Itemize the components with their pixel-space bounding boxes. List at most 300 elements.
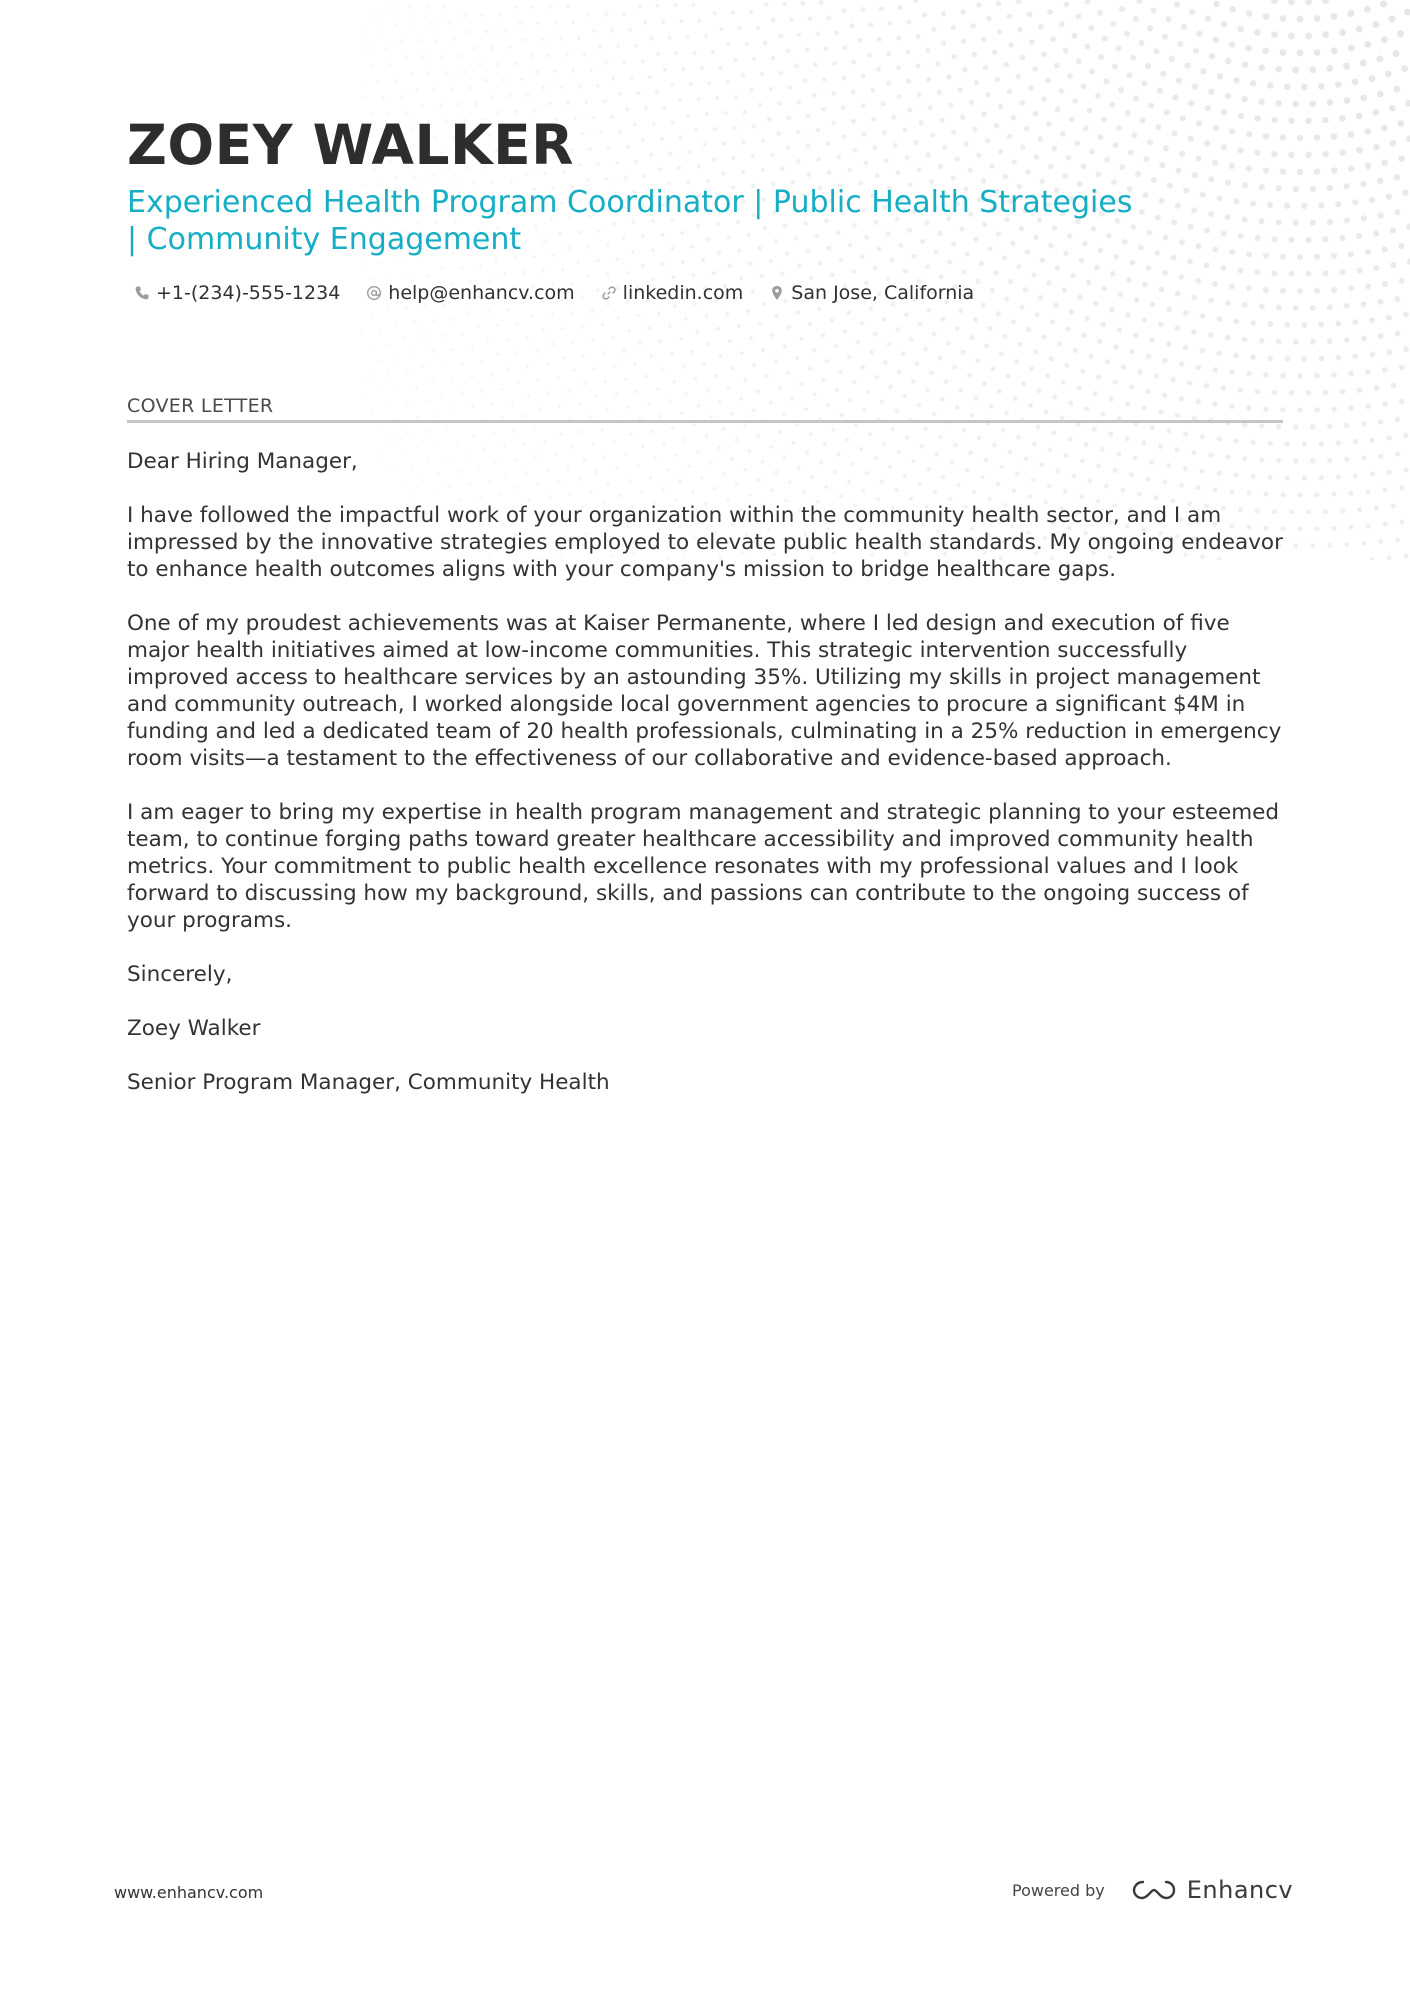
- pattern-dot: [858, 38, 863, 43]
- pattern-dot: [893, 143, 898, 148]
- pattern-dot: [787, 86, 792, 91]
- pattern-dot: [461, 362, 464, 365]
- pattern-dot: [1102, 286, 1107, 291]
- pattern-dot: [841, 8, 846, 13]
- pattern-dot: [916, 63, 921, 68]
- pattern-dot: [1041, 51, 1047, 57]
- pattern-dot: [1242, 96, 1248, 102]
- contact-location: [769, 282, 974, 304]
- pattern-dot: [1229, 41, 1235, 47]
- pattern-dot: [1118, 292, 1123, 297]
- pattern-dot: [1089, 149, 1095, 155]
- pattern-dot: [871, 117, 876, 122]
- pattern-dot: [435, 414, 438, 417]
- pattern-dot: [671, 275, 675, 279]
- pattern-dot: [624, 176, 628, 180]
- pattern-dot: [1101, 322, 1106, 327]
- pattern-dot: [946, 341, 951, 346]
- pattern-dot: [457, 103, 460, 106]
- pattern-dot: [1101, 117, 1107, 123]
- pattern-dot: [682, 365, 686, 369]
- pattern-dot: [456, 441, 459, 444]
- pattern-dot: [1246, 285, 1252, 291]
- pattern-dot: [655, 90, 659, 94]
- pattern-dot: [813, 62, 818, 67]
- pattern-dot: [692, 423, 696, 427]
- pattern-dot: [1382, 367, 1388, 373]
- pattern-dot: [913, 0, 918, 3]
- pattern-dot: [1356, 233, 1362, 239]
- pattern-dot: [1314, 49, 1321, 56]
- pattern-dot: [1361, 215, 1367, 221]
- pattern-dot: [1166, 428, 1171, 433]
- pattern-dot: [1403, 346, 1409, 352]
- pattern-dot: [581, 325, 584, 328]
- pattern-dot: [1098, 134, 1104, 140]
- pattern-dot: [962, 67, 967, 72]
- pattern-dot: [554, 21, 558, 25]
- pattern-dot: [1191, 329, 1197, 335]
- pattern-dot: [1159, 287, 1165, 293]
- pattern-dot: [896, 170, 901, 175]
- pattern-dot: [1006, 14, 1012, 20]
- pattern-dot: [1003, 174, 1008, 179]
- pattern-dot: [1301, 203, 1307, 209]
- pattern-dot: [990, 366, 995, 371]
- pattern-dot: [1360, 94, 1367, 101]
- pattern-dot: [831, 91, 836, 96]
- pattern-dot: [887, 342, 892, 347]
- pattern-dot: [1179, 396, 1184, 401]
- pattern-dot: [377, 80, 380, 83]
- pattern-dot: [394, 80, 397, 83]
- pattern-dot: [647, 327, 651, 331]
- pattern-dot: [851, 119, 856, 124]
- pattern-dot: [360, 80, 362, 83]
- pattern-dot: [1145, 389, 1150, 394]
- pattern-dot: [1117, 327, 1122, 332]
- letter-paragraph: One of my proudest achievements was at Kaiser Permanente, where I led design and execution of five major health initiatives aimed at low-income communities. This strategic intervention successfully improved access to healthcare services by an astounding 35%. Utilizing my skills in project management and community outreach, I worked alongside local government agencies to procure a significant $4M in funding and led a dedicated team of 20 health professionals, culminating in a 25% reduction in emergency room visits—a testament to the effectiveness of our collaborative and evidence-based approach.: [127, 611, 1282, 771]
- pattern-dot: [1373, 265, 1379, 271]
- pattern-dot: [869, 350, 874, 355]
- pattern-dot: [1391, 503, 1396, 508]
- pattern-dot: [897, 370, 902, 375]
- pattern-dot: [1221, 144, 1227, 150]
- pattern-dot: [917, 167, 922, 172]
- pattern-dot: [705, 435, 709, 439]
- pattern-dot: [994, 123, 999, 128]
- pattern-dot: [648, 75, 652, 79]
- pattern-dot: [1394, 296, 1400, 302]
- pattern-dot: [491, 46, 494, 49]
- pattern-dot: [915, 361, 920, 366]
- pattern-dot: [1167, 306, 1173, 312]
- pattern-dot: [1314, 492, 1319, 497]
- pattern-dot: [812, 93, 817, 98]
- pattern-dot: [416, 416, 419, 419]
- pattern-dot: [406, 431, 409, 434]
- pattern-dot: [584, 100, 588, 104]
- pattern-dot: [771, 18, 776, 23]
- pattern-dot: [851, 60, 856, 65]
- pattern-dot: [1179, 361, 1184, 366]
- pattern-dot: [1366, 523, 1371, 528]
- pattern-dot: [1242, 182, 1248, 188]
- pattern-dot: [1348, 405, 1353, 410]
- pattern-dot: [1045, 373, 1050, 378]
- pattern-dot: [416, 387, 419, 390]
- pattern-dot: [826, 403, 830, 407]
- pattern-dot: [826, 15, 831, 20]
- pattern-dot: [586, 275, 590, 279]
- pattern-dot: [974, 80, 979, 85]
- pattern-dot: [1336, 440, 1341, 445]
- pattern-dot: [967, 373, 972, 378]
- pattern-dot: [886, 51, 891, 56]
- pattern-dot: [1064, 363, 1069, 368]
- pattern-dot: [1310, 305, 1316, 311]
- pattern-dot: [1322, 0, 1329, 4]
- pattern-dot: [492, 432, 495, 435]
- pattern-dot: [862, 132, 867, 137]
- pattern-dot: [870, 88, 875, 93]
- pattern-dot: [819, 0, 824, 5]
- pattern-dot: [1221, 21, 1227, 27]
- pattern-dot: [426, 430, 429, 433]
- pattern-dot: [599, 131, 603, 135]
- pattern-dot: [952, 365, 957, 370]
- pattern-dot: [856, 340, 860, 344]
- pattern-dot: [1183, 188, 1189, 194]
- pattern-dot: [746, 309, 750, 313]
- pattern-dot: [821, 333, 825, 337]
- pattern-dot: [369, 345, 372, 348]
- pattern-dot: [874, 375, 878, 379]
- pattern-dot: [1280, 373, 1286, 379]
- pattern-dot: [1349, 525, 1354, 530]
- pattern-dot: [1238, 267, 1244, 273]
- pattern-dot: [987, 326, 992, 331]
- pattern-dot: [1050, 320, 1055, 325]
- pattern-dot: [989, 404, 994, 409]
- pattern-dot: [1280, 407, 1285, 412]
- pattern-dot: [1128, 149, 1134, 155]
- pattern-dot: [481, 390, 484, 393]
- pattern-dot: [1158, 409, 1163, 414]
- pattern-dot: [756, 434, 760, 438]
- pattern-dot: [854, 423, 858, 427]
- pattern-dot: [787, 325, 791, 329]
- pattern-dot: [1133, 333, 1138, 338]
- pattern-dot: [1192, 83, 1198, 89]
- pattern-dot: [1109, 396, 1114, 401]
- pattern-dot: [674, 51, 678, 55]
- pattern-dot: [546, 363, 549, 366]
- pattern-dot: [1027, 12, 1033, 18]
- phone-number[interactable]: +1-(234)-555-1234: [156, 282, 341, 304]
- pattern-dot: [603, 380, 606, 383]
- pattern-dot: [668, 324, 672, 328]
- pattern-dot: [408, 6, 411, 9]
- pattern-dot: [396, 388, 399, 391]
- pattern-dot: [1204, 105, 1210, 111]
- pattern-dot: [1364, 6, 1371, 13]
- pattern-dot: [1175, 291, 1181, 297]
- pattern-dot: [940, 317, 945, 322]
- pattern-dot: [1134, 297, 1140, 303]
- pattern-dot: [1084, 44, 1090, 50]
- pattern-dot: [951, 175, 956, 180]
- pattern-dot: [1322, 31, 1329, 38]
- pattern-dot: [618, 130, 622, 134]
- pattern-dot: [1238, 387, 1243, 392]
- pattern-dot: [679, 19, 683, 23]
- pattern-dot: [417, 260, 420, 263]
- pattern-dot: [561, 327, 564, 330]
- pattern-dot: [774, 359, 778, 363]
- pattern-dot: [1322, 151, 1328, 157]
- letter-signature: Zoey Walker: [127, 1016, 261, 1041]
- pattern-dot: [973, 317, 978, 322]
- pattern-dot: [1200, 348, 1206, 354]
- pattern-dot: [1159, 198, 1165, 204]
- pattern-dot: [731, 156, 735, 160]
- pattern-dot: [1275, 100, 1282, 107]
- pattern-dot: [1284, 356, 1290, 362]
- pattern-dot: [565, 53, 569, 57]
- pattern-dot: [1137, 369, 1142, 374]
- pattern-dot: [905, 435, 909, 439]
- pattern-dot: [1395, 451, 1400, 456]
- pattern-dot: [822, 77, 827, 82]
- pattern-dot: [1059, 88, 1065, 94]
- pattern-dot: [522, 271, 525, 274]
- pattern-dot: [1246, 251, 1252, 257]
- pattern-dot: [907, 107, 912, 112]
- pattern-dot: [1327, 338, 1333, 344]
- enhancv-logo[interactable]: [1131, 1876, 1293, 1904]
- pattern-dot: [606, 408, 609, 411]
- pattern-dot: [1327, 424, 1332, 429]
- pattern-dot: [1268, 441, 1273, 446]
- pattern-dot: [719, 354, 723, 358]
- pattern-dot: [513, 5, 516, 8]
- pattern-dot: [616, 44, 620, 48]
- pattern-dot: [571, 340, 574, 343]
- pattern-dot: [1209, 53, 1215, 59]
- pattern-dot: [413, 321, 416, 324]
- pattern-dot: [986, 92, 991, 97]
- pattern-dot: [572, 21, 576, 25]
- pattern-dot: [1310, 543, 1315, 548]
- pattern-dot: [1378, 539, 1383, 544]
- pattern-dot: [777, 101, 782, 106]
- pattern-dot: [1180, 115, 1186, 121]
- pattern-dot: [1233, 198, 1239, 204]
- pattern-dot: [477, 325, 480, 328]
- pattern-dot: [821, 107, 826, 112]
- pattern-dot: [1250, 354, 1256, 360]
- pattern-dot: [627, 329, 631, 333]
- pattern-dot: [1150, 425, 1155, 430]
- pattern-dot: [1221, 231, 1227, 237]
- pattern-dot: [1163, 235, 1169, 241]
- pattern-dot: [1242, 61, 1248, 67]
- pattern-dot: [422, 365, 425, 368]
- pattern-dot: [995, 77, 1000, 82]
- pattern-dot: [1340, 389, 1346, 395]
- pattern-dot: [677, 166, 681, 170]
- pattern-dot: [955, 405, 960, 410]
- pattern-dot: [424, 305, 427, 308]
- pattern-dot: [726, 80, 730, 84]
- pattern-dot: [1166, 341, 1171, 346]
- pattern-dot: [839, 258, 844, 263]
- pattern-dot: [1288, 0, 1295, 5]
- pattern-dot: [923, 426, 928, 431]
- letter-body: [127, 448, 1287, 1123]
- pattern-dot: [1045, 77, 1051, 83]
- pattern-dot: [636, 91, 640, 95]
- pattern-dot: [1148, 103, 1154, 109]
- pattern-dot: [818, 261, 823, 266]
- pattern-dot: [1298, 527, 1303, 532]
- pattern-dot: [1297, 492, 1302, 497]
- pattern-dot: [1183, 310, 1189, 316]
- pattern-dot: [1104, 157, 1110, 163]
- pattern-dot: [1225, 180, 1231, 186]
- pattern-dot: [1159, 162, 1165, 168]
- pattern-dot: [1267, 321, 1273, 327]
- pattern-dot: [1221, 386, 1226, 391]
- pattern-dot: [641, 138, 645, 142]
- pattern-dot: [1046, 280, 1051, 285]
- pattern-dot: [1131, 132, 1137, 138]
- pattern-dot: [1357, 387, 1363, 393]
- pattern-dot: [799, 382, 803, 386]
- pattern-dot: [1380, 0, 1387, 7]
- pattern-dot: [1183, 345, 1188, 350]
- pattern-dot: [709, 416, 713, 420]
- pattern-dot: [718, 65, 722, 69]
- pattern-dot: [1293, 458, 1298, 463]
- pattern-dot: [1276, 339, 1282, 345]
- pattern-dot: [932, 332, 937, 337]
- pattern-dot: [803, 78, 808, 83]
- pattern-dot: [1216, 351, 1222, 357]
- pattern-dot: [957, 87, 962, 92]
- pattern-dot: [975, 279, 980, 284]
- pattern-dot: [693, 51, 697, 55]
- pattern-dot: [1280, 168, 1286, 174]
- pattern-dot: [891, 115, 896, 120]
- pattern-dot: [655, 4, 659, 8]
- pattern-dot: [843, 329, 847, 333]
- pattern-dot: [641, 60, 645, 64]
- pattern-dot: [1314, 15, 1321, 22]
- pattern-dot: [1403, 433, 1408, 438]
- pattern-dot: [926, 388, 931, 393]
- pattern-dot: [1378, 333, 1384, 339]
- pattern-dot: [996, 0, 1001, 5]
- pattern-dot: [1187, 380, 1192, 385]
- pattern-dot: [1399, 278, 1405, 284]
- pattern-dot: [718, 400, 722, 404]
- pattern-dot: [961, 350, 966, 355]
- pattern-dot: [1119, 164, 1125, 170]
- pattern-dot: [1365, 163, 1371, 169]
- pattern-dot: [763, 41, 768, 46]
- pattern-dot: [1258, 98, 1264, 104]
- pattern-dot: [691, 3, 695, 7]
- pattern-dot: [976, 2, 981, 7]
- pattern-dot: [1318, 356, 1324, 362]
- pattern-dot: [852, 148, 857, 153]
- pattern-dot: [1381, 125, 1388, 132]
- pattern-dot: [1259, 423, 1264, 428]
- pattern-dot: [989, 164, 994, 169]
- pattern-dot: [578, 402, 581, 405]
- pattern-dot: [480, 360, 483, 363]
- pattern-dot: [715, 96, 719, 100]
- pattern-dot: [1208, 176, 1214, 182]
- pattern-dot: [796, 159, 801, 164]
- pattern-dot: [431, 379, 434, 382]
- pattern-dot: [1041, 96, 1047, 102]
- linkedin-link[interactable]: linkedin.com: [622, 282, 744, 304]
- pattern-dot: [925, 264, 930, 269]
- pattern-dot: [1386, 193, 1392, 199]
- pattern-dot: [1225, 93, 1231, 99]
- pattern-dot: [452, 38, 455, 41]
- pattern-dot: [1385, 71, 1392, 78]
- email-address[interactable]: help@enhancv.com: [388, 282, 575, 304]
- pattern-dot: [670, 83, 674, 87]
- pattern-dot: [1314, 373, 1320, 379]
- pattern-dot: [1327, 185, 1333, 191]
- pattern-dot: [1254, 115, 1260, 121]
- pattern-dot: [638, 342, 642, 346]
- pattern-dot: [1306, 509, 1311, 514]
- pattern-dot: [1297, 169, 1303, 175]
- pattern-dot: [1267, 355, 1273, 361]
- section-divider: [127, 420, 1283, 423]
- pattern-dot: [1086, 280, 1091, 285]
- pattern-dot: [1246, 45, 1253, 52]
- pattern-dot: [1038, 24, 1044, 30]
- pattern-dot: [596, 84, 600, 88]
- pattern-dot: [502, 78, 505, 81]
- pattern-dot: [917, 92, 922, 97]
- pattern-dot: [969, 100, 974, 105]
- pattern-dot: [877, 37, 882, 42]
- pattern-dot: [1165, 16, 1171, 22]
- pattern-dot: [1079, 258, 1084, 263]
- pattern-dot: [658, 167, 662, 171]
- pattern-dot: [548, 102, 552, 106]
- pattern-dot: [1208, 88, 1214, 94]
- footer-website[interactable]: www.enhancv.com: [114, 1883, 264, 1902]
- pattern-dot: [1402, 190, 1408, 196]
- pattern-dot: [931, 27, 936, 32]
- pattern-dot: [1406, 224, 1410, 230]
- pattern-dot: [1083, 442, 1088, 447]
- pattern-dot: [1297, 16, 1304, 23]
- pattern-dot: [1204, 140, 1210, 146]
- pattern-dot: [1011, 159, 1016, 164]
- pattern-dot: [1062, 173, 1068, 179]
- pattern-dot: [601, 428, 604, 431]
